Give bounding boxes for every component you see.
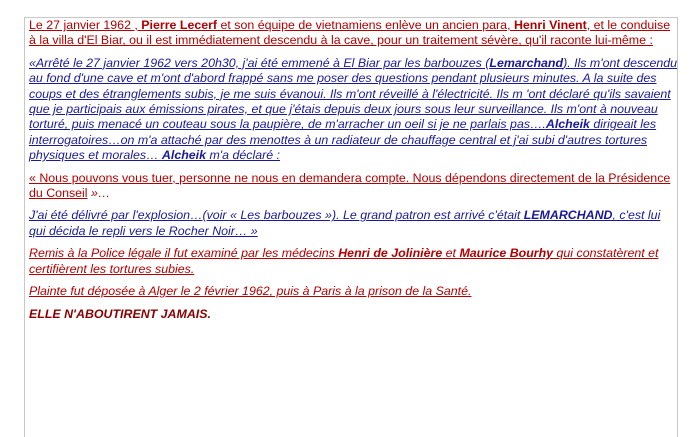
text-span: Plainte fut déposée à Alger le 2 février 1962, puis à Paris à la prison de la Santé. <box>29 284 472 299</box>
text-span: m'a déclaré : <box>206 148 280 163</box>
text-span: qui constatèrent et certifièrent les tortures subies. <box>29 246 659 276</box>
text-span: Remis à la Police légale il fut examiné par les médecins <box>29 246 339 261</box>
paragraph-intro <box>29 18 677 49</box>
paragraph-release <box>29 208 677 239</box>
quote-text: « Nous pouvons vous tuer, personne ne nous en demandera compte. Nous dépendons directement de la Présidence du Conseil <box>29 170 671 201</box>
text-span: ). Ils m'ont descendu au fond d'une cave et m'ont d'abord frappé sans me poser des questions pendant plusieurs minutes. A la suite des coups et des étranglements subis, je me suis évanoui. Ils m'ont réveillé à l'électricité. Ils m 'ont déclaré qu'ils savaient que je participais aux émissions pirates, et que j'étais depuis deux jours sous leur surveillance. Ils m'ont à nouveau torturé, puis menacé un couteau sous la paupière, de m'arracher un oeil si je ne parlais pas…. <box>29 55 678 132</box>
name-maurice-bourhy: Maurice Bourhy <box>459 246 554 261</box>
text-span: , c'est lui qui décida le repli vers le Rocher Noir… » <box>29 208 661 238</box>
name-pierre-lecerf: Pierre Lecerf <box>141 18 218 32</box>
name-lemarchand: Lemarchand <box>489 55 564 70</box>
name-alcheik: Alcheik <box>545 117 590 132</box>
paragraph-closing <box>29 307 677 322</box>
text-span: Le 27 janvier 1962 , <box>29 18 142 32</box>
text-span: dirigeait les interrogatoires…on m'a attaché par des menottes à un radiateur de chauffage central et j'ai subi d'autres tortures physiques et morales… <box>29 117 657 163</box>
paragraph-quote <box>29 171 677 202</box>
paragraph-complaint <box>29 284 677 299</box>
name-henri-vinent: Henri Vinent <box>513 18 587 32</box>
quote-end: »… <box>87 186 111 201</box>
paragraph-medical <box>29 246 677 277</box>
text-span: et <box>442 246 460 261</box>
document-body <box>29 18 677 329</box>
document-page <box>24 17 678 437</box>
name-henri-de-joliniere: Henri de Jolinière <box>338 246 443 261</box>
name-alcheik-2: Alcheik <box>161 148 206 163</box>
text-span: et son équipe de vietnamiens enlève un ancien para, <box>217 18 514 32</box>
text-span: ELLE N'ABOUTIRENT JAMAIS. <box>29 306 211 321</box>
paragraph-testimony <box>29 56 677 164</box>
text-span: , et le conduise à la villa d'El Biar, ou il est immédiatement descendu à la cave, pour un traitement sévère, qu'il raconte lui-même : <box>29 18 671 48</box>
name-lemarchand-caps: LEMARCHAND <box>523 208 613 223</box>
text-span: «Arrêté le 27 janvier 1962 vers 20h30, j'ai été emmené à El Biar par les barbouzes ( <box>29 55 490 70</box>
text-span: J'ai été délivré par l'explosion…(voir « Les barbouzes »). Le grand patron est arrivé c'était <box>29 208 524 223</box>
